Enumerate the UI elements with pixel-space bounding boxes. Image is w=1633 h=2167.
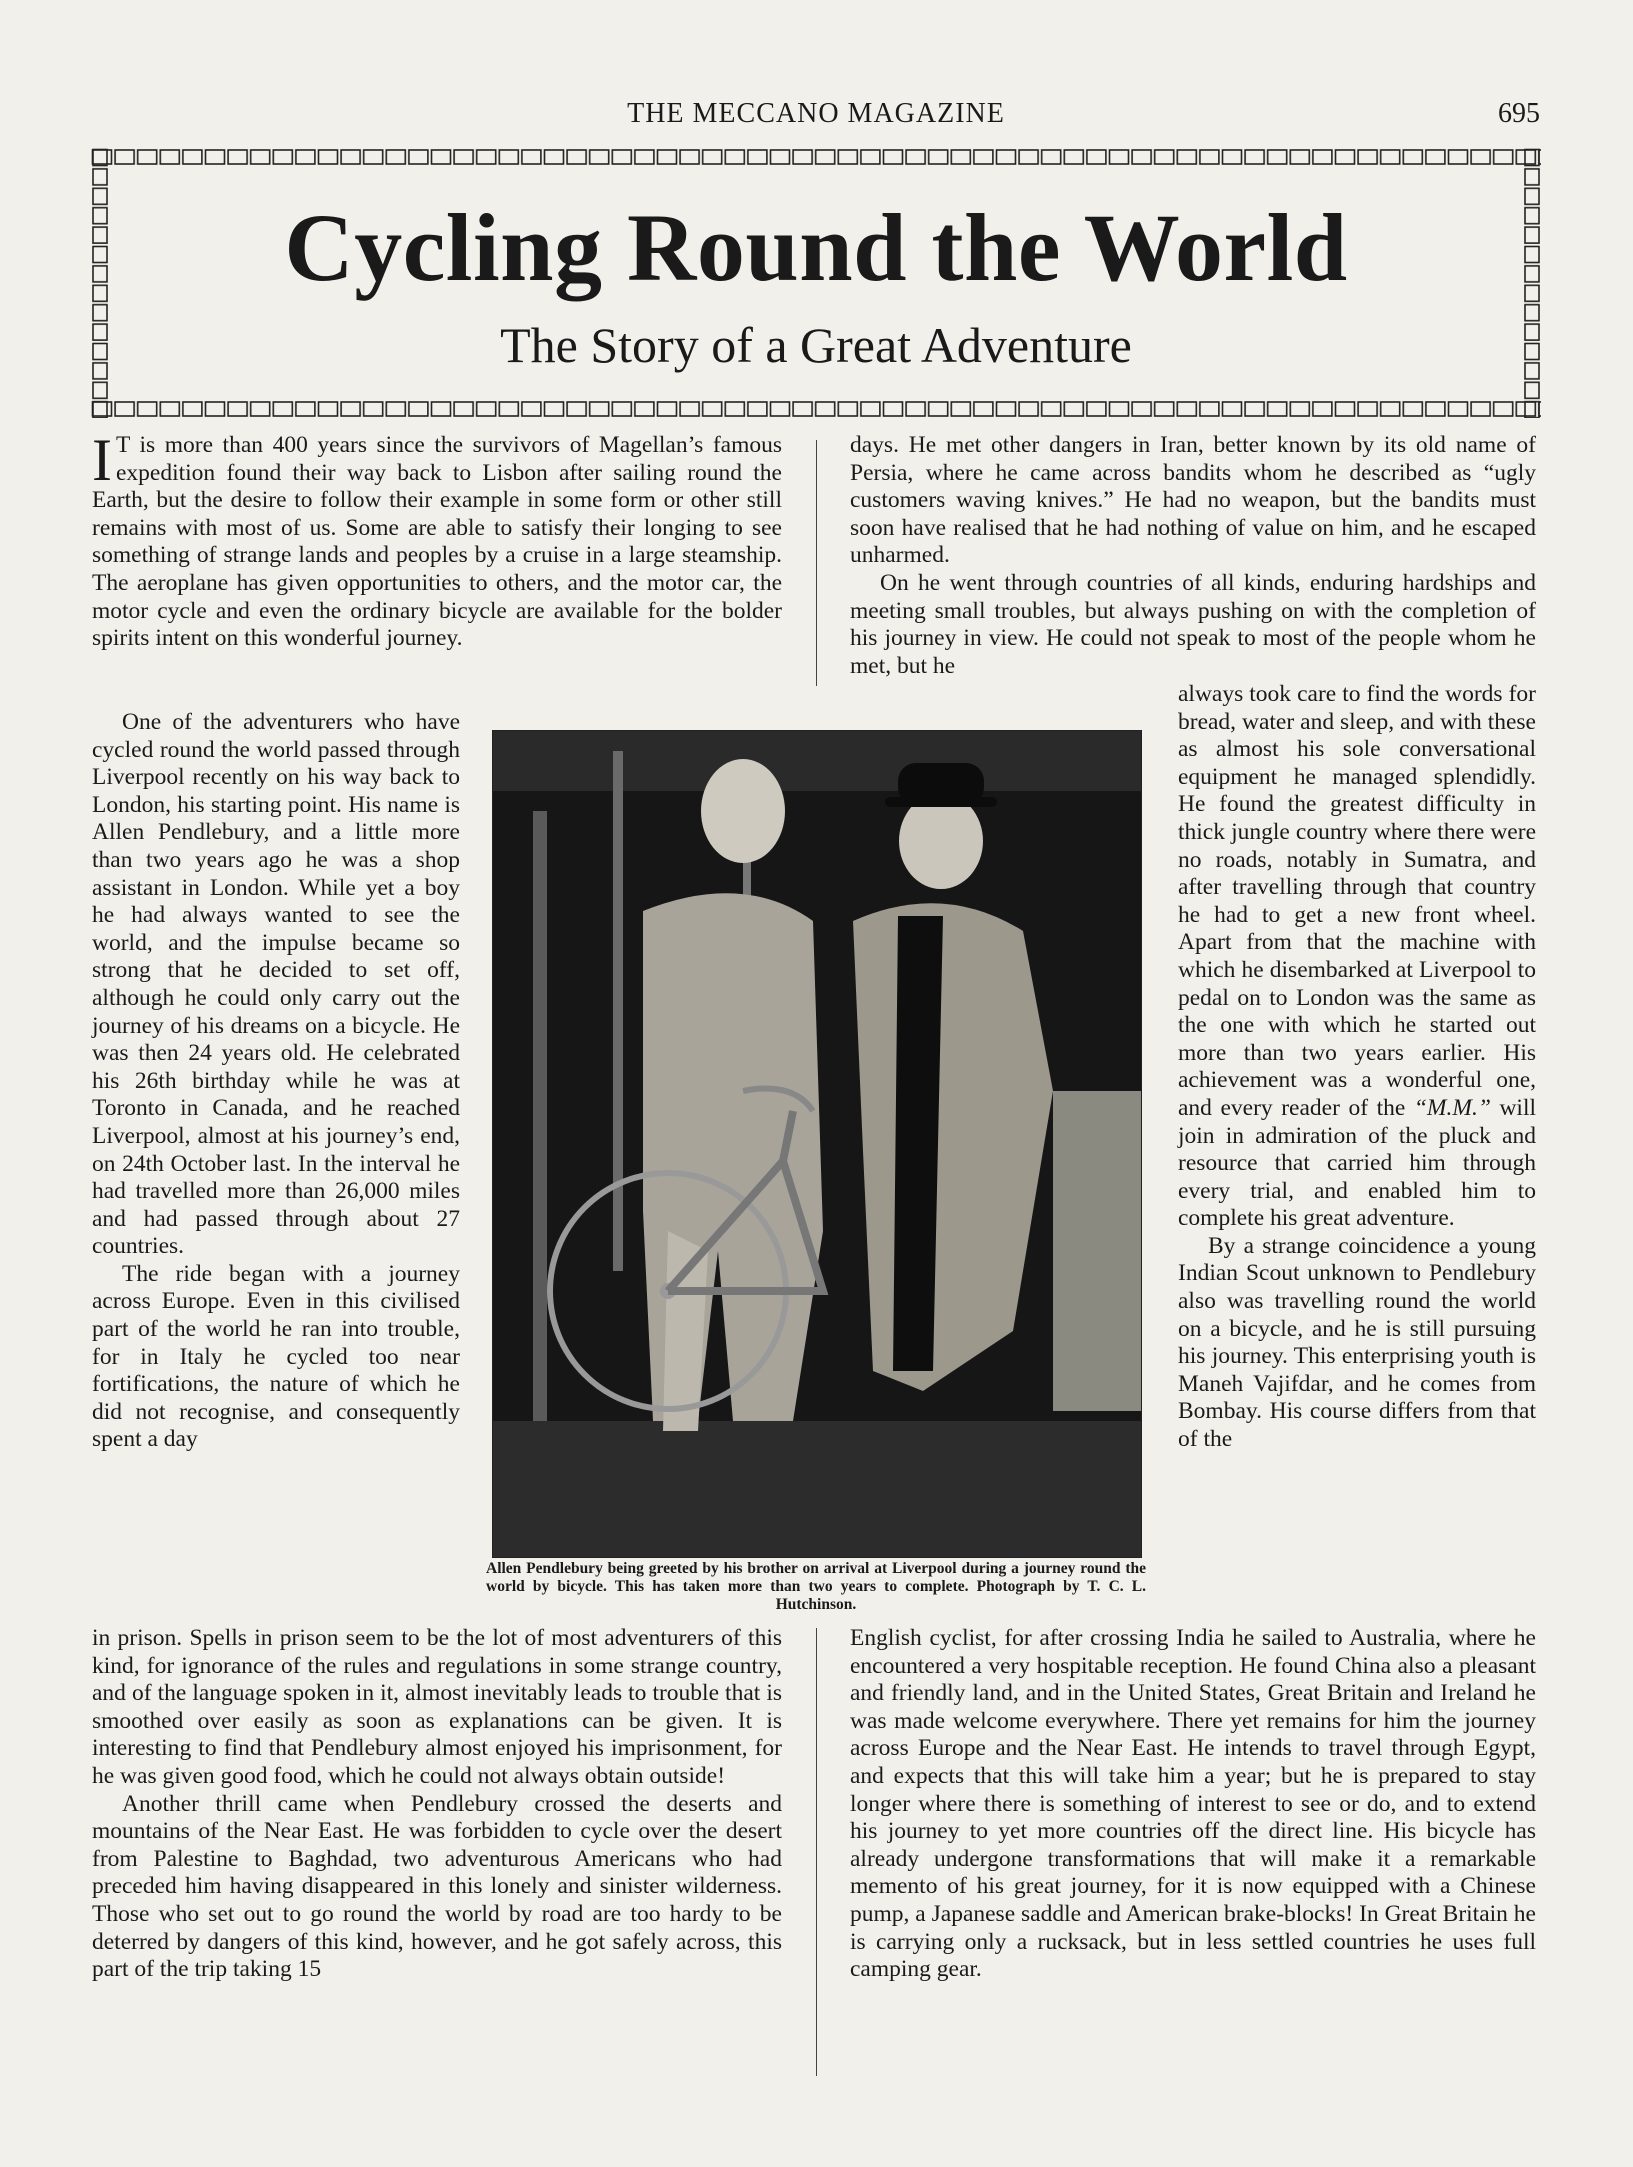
paragraph: in prison. Spells in prison seem to be the lot of most adventurers of this kind, for ignorance of the rules and regulations in some strange country, and of the language spoken in it, almost inevitably leads to trouble that is smoothed over easily as soon as explanations can be given. It is interesting to find that Pendlebury almost enjoyed his imprisonment, for he was given good food, which he could not always obtain outside!: [92, 1625, 782, 1789]
paragraph-text: always took care to find the words for bread, water and sleep, and with these as almost his sole conversational equipment he managed splendidly. He found the greatest difficulty in thick jungle country where there were no roads, notably in Sumatra, and after travelling through that country he had to get a new front wheel. Apart from that the machine with which he disembarked at Liverpool to pedal on to London was the same as the one with which he started out more than two years earlier. His achievement was a wonderful one, and every reader of the: [1178, 681, 1536, 1121]
article-subtitle: The Story of a Great Adventure: [500, 317, 1132, 373]
page-number: 695: [1498, 98, 1540, 129]
body-column-left-narrow: [92, 709, 460, 1454]
running-head: [92, 98, 1540, 132]
drop-cap: I: [92, 427, 112, 493]
body-column-right-top: [850, 432, 1536, 680]
body-column-right-narrow: [1178, 681, 1536, 1454]
paragraph: Another thrill came when Pendlebury crossed the deserts and mountains of the Near East. He was forbidden to cycle over the desert from Palestine to Baghdad, two adventurous Americans who had preceded him having disappeared in this lonely and sinister wilderness. Those who set out to go round the world by road are too hardy to be deterred by dangers of this kind, however, and he got safely across, this part of the trip taking 15: [92, 1790, 782, 1983]
column-divider: [816, 440, 817, 686]
decorative-border-top: [91, 148, 1541, 166]
paragraph: English cyclist, for after crossing India he sailed to Australia, where he encountered a very hospitable reception. He found China also a pleasant and friendly land, and in the United States, Great Britain and Ireland he was made welcome everywhere. There yet remains for him the journey across Europe and the Near East. He intends to travel through Egypt, and expects that this will take him a year; but he is prepared to stay longer where there is something of interest to see or do, and to extend his journey to yet more countries off the direct line. His bicycle has already undergone transformations that will make it a remarkable memento of his great journey, for it is now equipped with a Chinese pump, a Japanese saddle and American brake-blocks! In Great Britain he is carrying only a rucksack, but in less settled countries he uses full camping gear.: [850, 1625, 1536, 1983]
paragraph: days. He met other dangers in Iran, better known by its old name of Persia, where he came across bandits whom he described as “ugly customers waving knives.” He had no weapon, but the bandits must soon have realised that he had nothing of value on him, and he escaped unharmed.: [850, 432, 1536, 569]
paragraph: On he went through countries of all kinds, enduring hardships and meeting small troubles, but always pushing on with the completion of his journey in view. He could not speak to most of the people whom he met, but he: [850, 569, 1536, 679]
body-column-left-top: [92, 427, 782, 653]
paragraph: [92, 427, 782, 653]
column-divider: [816, 1628, 817, 2076]
decorative-border-bottom: [91, 400, 1541, 418]
paragraph: By a strange coincidence a young Indian Scout unknown to Pendlebury also was travelling round the world on a bicycle, and he is still pursuing his journey. This enterprising youth is Maneh Vajifdar, and he comes from Bombay. His course differs from that of the: [1178, 1232, 1536, 1453]
photo-illustration: [493, 731, 1141, 1557]
paragraph: One of the adventurers who have cycled round the world passed through Liverpool recently on his way back to London, his starting point. His name is Allen Pendlebury, and a little more than two years ago he was a shop assistant in London. While yet a boy he had always wanted to see the world, and the impulse became so strong that he decided to set off, although he could only carry out the journey of his dreams on a bicycle. He was then 24 years old. He celebrated his 26th birthday while he was at Toronto in Canada, and he reached Liverpool, almost at his journey’s end, on 24th October last. In the interval he had travelled more than 26,000 miles and had passed through about 27 countries.: [92, 709, 460, 1260]
article-title: Cycling Round the World: [284, 194, 1348, 301]
photograph: [492, 730, 1142, 1558]
body-column-left-bottom: [92, 1625, 782, 1984]
paragraph: [1178, 681, 1536, 1233]
magazine-abbreviation: “M.M.”: [1413, 1094, 1491, 1121]
paragraph: The ride began with a journey across Europe. Even in this civilised part of the world he ran into trouble, for in Italy he cycled too near fortifications, the nature of which he did not recognise, and consequently spent a day: [92, 1260, 460, 1453]
paragraph-text: will join in admiration of the pluck and resource that carried him through every trial, and enabled him to complete his great adventure.: [1178, 1094, 1536, 1232]
photo-caption: Allen Pendlebury being greeted by his brother on arrival at Liverpool during a journey round the world by bicycle. This has taken more than two years to complete. Photograph by T. C. L. Hutchinson.: [486, 1560, 1146, 1613]
paragraph-text: T is more than 400 years since the survivors of Magellan’s famous expedition found their way back to Lisbon after sailing round the Earth, but the desire to follow their example in some form or other still remains with most of us. Some are able to satisfy their longing to see something of strange lands and peoples by a cruise in a large steamship. The aeroplane has given opportunities to others, and the motor car, the motor cycle and even the ordinary bicycle are available for the bolder spirits intent on this wonderful journey.: [92, 432, 782, 652]
body-column-right-bottom: [850, 1625, 1536, 1984]
title-box: [91, 148, 1541, 418]
magazine-title: THE MECCANO MAGAZINE: [627, 98, 1005, 129]
